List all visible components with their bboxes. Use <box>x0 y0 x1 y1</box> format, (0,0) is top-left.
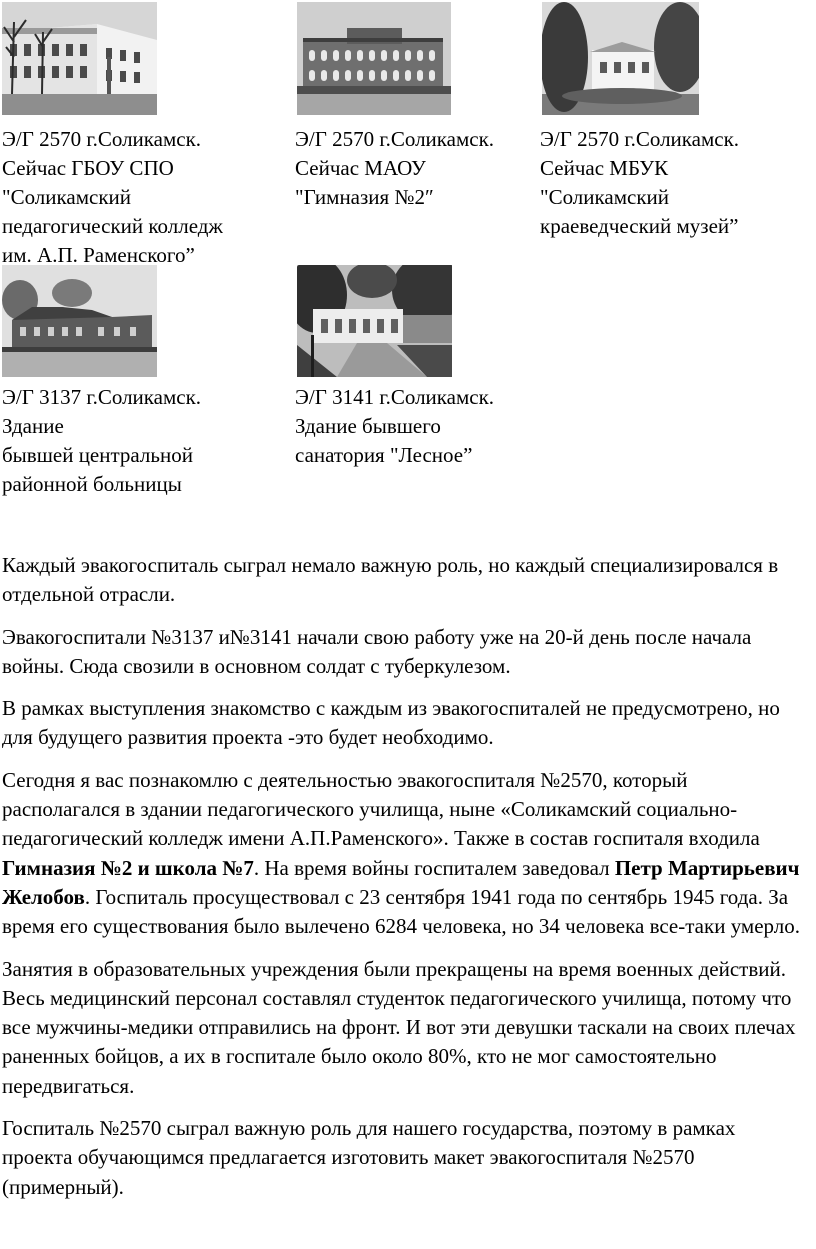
photo-caption: Э/Г 3137 г.Соликамск. Здание бывшей центральной районной больницы <box>2 385 202 496</box>
college-building-photo <box>2 2 157 115</box>
gymnasium-building-photo <box>297 2 451 115</box>
paragraph: Госпиталь №2570 сыграл важную роль для нашего государства, поэтому в рамках проекта обучающимся предлагается изготовить макет эвакогоспиталя №2570 (примерный). <box>2 1116 736 1199</box>
photo-caption: Э/Г 2570 г.Соликамск. Сейчас МБУК "Соликамский краеведческий музей” <box>540 127 740 238</box>
paragraph: Каждый эвакогоспиталь сыграл немало важную роль, но каждый специализировался в отдельной отрасли. <box>2 553 779 607</box>
sanatorium-building-photo <box>297 265 452 377</box>
photo-caption: Э/Г 2570 г.Соликамск. Сейчас МАОУ "Гимназия №2″ <box>295 127 495 209</box>
bold-text: Петр Мартирьевич Желобов <box>2 855 800 909</box>
paragraph: Занятия в образовательных учреждения были прекращены на время военных действий. Весь медицинский персонал составлял студенток педагогического училища, потому что все мужчины-медики отправились на фронт. И вот эти девушки таскали на своих плечах раненных бойцов, а их в госпитале было около 80%, кто не мог самостоятельно передвигаться. <box>2 956 796 1098</box>
paragraph: Сегодня я вас познакомлю с деятельностью эвакогоспиталя №2570, который располагался в здании педагогического училища, ныне «Соликамский социально-педагогический колледж имени А.П.Раменского». Также в состав госпиталя входила Гимназия №2 и школа №7. На время войны госпиталем заведовал Петр Мартирьевич Желобов. Госпиталь просуществовал с 23 сентября 1941 года по сентябрь 1945 года. За время его существования было вылечено 6284 человека, но 34 человека все-таки умерло. <box>2 767 800 939</box>
paragraph: Эвакогоспитали №3137 и№3141 начали свою работу уже на 20-й день после начала войны. Сюда свозили в основном солдат с туберкулезом. <box>2 624 752 678</box>
paragraph: В рамках выступления знакомство с каждым из эвакогоспиталей не предусмотрено, но для будущего развития проекта -это будет необходимо. <box>2 696 780 750</box>
photo-caption: Э/Г 3141 г.Соликамск. Здание бывшего санатория "Лесное” <box>295 385 495 467</box>
bold-text: Гимназия №2 и школа №7 <box>2 855 254 880</box>
photo-caption: Э/Г 2570 г.Соликамск. Сейчас ГБОУ СПО "Соликамский педагогический колледж им. А.П. Раменского” <box>2 127 223 267</box>
museum-building-photo <box>542 2 699 115</box>
document-body <box>2 551 810 1215</box>
hospital-building-photo <box>2 265 157 377</box>
